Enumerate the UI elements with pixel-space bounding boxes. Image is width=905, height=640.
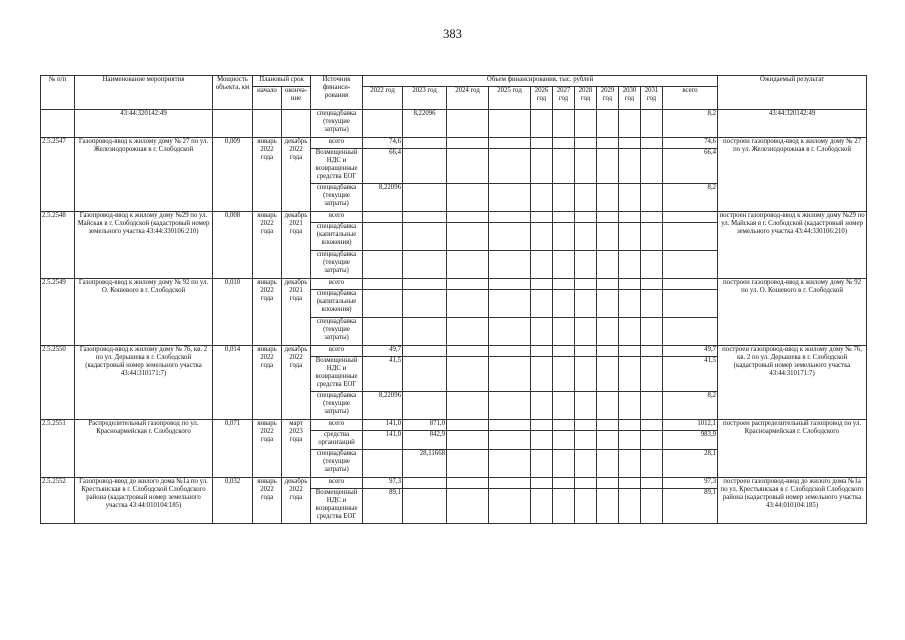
value-empty-year (553, 318, 575, 346)
header-end: оконча-ние (282, 87, 311, 110)
value-2023 (403, 212, 447, 223)
value-empty-year (553, 489, 575, 524)
value-total (663, 223, 718, 251)
value-empty-year (641, 318, 663, 346)
value-empty-year (447, 279, 489, 290)
value-empty-year (619, 251, 641, 279)
value-empty-year (597, 138, 619, 149)
funding-source: средства организаций (311, 431, 363, 450)
expected-result: построен распределительный газопровод по ул. Красноармейская г. Слободского (718, 420, 867, 478)
value-empty-year (553, 223, 575, 251)
funding-source: всего (311, 420, 363, 431)
value-empty-year (575, 279, 597, 290)
value-2023 (403, 149, 447, 184)
value-2022: 41,5 (363, 357, 403, 392)
table-body (41, 110, 867, 524)
value-total: 8,2 (663, 392, 718, 420)
header-year: 2029 год (597, 87, 619, 110)
funding-source: всего (311, 478, 363, 489)
value-empty-year (641, 138, 663, 149)
value-empty-year (575, 184, 597, 212)
header-year: 2026 год (531, 87, 553, 110)
value-empty-year (489, 346, 531, 357)
value-empty-year (641, 357, 663, 392)
start-date: январь 2022 года (253, 346, 282, 420)
table-row (41, 212, 867, 223)
value-empty-year (447, 489, 489, 524)
event-name: Распределительный газопровод по ул. Красноармейская г. Слободского (75, 420, 213, 478)
value-empty-year (553, 138, 575, 149)
value-empty-year (597, 318, 619, 346)
value-empty-year (489, 318, 531, 346)
value-empty-year (489, 357, 531, 392)
start-date (253, 110, 282, 138)
value-2023 (403, 392, 447, 420)
value-empty-year (531, 110, 553, 138)
value-2022 (363, 290, 403, 318)
event-name: Газопровод-ввод до жилого дома №1а по ул. Крестьянская в г. Слободской Слободского района (кадастровый номер земельного участка 43:44:010104:185) (75, 478, 213, 524)
capacity-value: 0,014 (213, 346, 253, 420)
value-empty-year (553, 420, 575, 431)
value-total (663, 212, 718, 223)
value-empty-year (447, 290, 489, 318)
value-total: 89,1 (663, 489, 718, 524)
funding-source: спецнадбавка (капитальные вложения) (311, 223, 363, 251)
value-total: 66,4 (663, 149, 718, 184)
funding-source: спецнадбавка (текущие затраты) (311, 184, 363, 212)
value-empty-year (447, 223, 489, 251)
table-row (41, 346, 867, 357)
value-total: 8,2 (663, 184, 718, 212)
header-result: Ожидаемый результат (718, 76, 867, 110)
value-empty-year (641, 489, 663, 524)
value-total (663, 251, 718, 279)
value-empty-year (447, 392, 489, 420)
value-empty-year (619, 223, 641, 251)
row-number: 2.5.2550 (41, 346, 75, 420)
capacity-value: 0,032 (213, 478, 253, 524)
value-empty-year (447, 318, 489, 346)
value-total (663, 279, 718, 290)
value-empty-year (575, 223, 597, 251)
value-empty-year (597, 279, 619, 290)
value-empty-year (489, 478, 531, 489)
value-empty-year (575, 420, 597, 431)
value-empty-year (489, 489, 531, 524)
funding-source: спецнадбавка (текущие затраты) (311, 318, 363, 346)
value-empty-year (575, 450, 597, 478)
value-empty-year (447, 431, 489, 450)
value-empty-year (531, 290, 553, 318)
funding-source: Возмещенный НДС и возвращенные средства ЕОГ (311, 149, 363, 184)
value-empty-year (597, 290, 619, 318)
funding-source: всего (311, 212, 363, 223)
value-total: 41,5 (663, 357, 718, 392)
value-empty-year (447, 251, 489, 279)
value-2022 (363, 279, 403, 290)
header-start: начало (253, 87, 282, 110)
value-empty-year (641, 392, 663, 420)
value-2022: 66,4 (363, 149, 403, 184)
value-total (663, 318, 718, 346)
value-empty-year (489, 450, 531, 478)
value-empty-year (597, 420, 619, 431)
value-2022: 141,0 (363, 431, 403, 450)
funding-source: всего (311, 138, 363, 149)
value-empty-year (489, 223, 531, 251)
value-empty-year (575, 392, 597, 420)
expected-result: построен газопровод-ввод до жилого дома №1а по ул. Крестьянская в г. Слободской Слободского района (кадастровый номер земельного участка 43:44:010104:185) (718, 478, 867, 524)
end-date: декабрь 2021 года (282, 212, 311, 279)
value-empty-year (575, 431, 597, 450)
value-total: 1012,1 (663, 420, 718, 431)
start-date: январь 2022 года (253, 279, 282, 346)
value-2022: 89,1 (363, 489, 403, 524)
value-total: 97,3 (663, 478, 718, 489)
value-2022 (363, 318, 403, 346)
header-source: Источник финанси-рования (311, 76, 363, 110)
table-row (41, 420, 867, 431)
value-2023 (403, 223, 447, 251)
value-empty-year (553, 392, 575, 420)
value-empty-year (531, 357, 553, 392)
value-empty-year (575, 489, 597, 524)
event-name: 43:44:320142:49 (75, 110, 213, 138)
end-date: декабрь 2021 года (282, 279, 311, 346)
value-empty-year (575, 212, 597, 223)
value-empty-year (641, 223, 663, 251)
value-empty-year (531, 392, 553, 420)
value-empty-year (575, 251, 597, 279)
value-2023: 842,9 (403, 431, 447, 450)
value-empty-year (489, 212, 531, 223)
value-empty-year (531, 279, 553, 290)
header-year: 2031 год (641, 87, 663, 110)
header-year: 2023 год (403, 87, 447, 110)
end-date: декабрь 2022 года (282, 478, 311, 524)
start-date: январь 2022 года (253, 138, 282, 212)
funding-source: спецнадбавка (текущие затраты) (311, 392, 363, 420)
funding-source: всего (311, 346, 363, 357)
value-empty-year (641, 431, 663, 450)
value-empty-year (597, 392, 619, 420)
value-empty-year (553, 357, 575, 392)
value-total: 74,6 (663, 138, 718, 149)
value-empty-year (553, 251, 575, 279)
value-2022: 8,22096 (363, 184, 403, 212)
value-empty-year (489, 290, 531, 318)
value-total: 49,7 (663, 346, 718, 357)
value-empty-year (489, 392, 531, 420)
value-empty-year (531, 318, 553, 346)
value-empty-year (597, 478, 619, 489)
header-name: Наименование мероприятия (75, 76, 213, 110)
value-total: 983,9 (663, 431, 718, 450)
event-name: Газопровод-ввод к жилому дому № 76, кв. 2 по ул. Дерышева в г. Слободской (кадастровый номер земельного участка 43:44:310171:7) (75, 346, 213, 420)
value-total (663, 290, 718, 318)
value-empty-year (447, 357, 489, 392)
value-total: 8,2 (663, 110, 718, 138)
value-empty-year (447, 138, 489, 149)
value-total: 28,1 (663, 450, 718, 478)
expected-result: 43:44:320142:49 (718, 110, 867, 138)
value-empty-year (531, 346, 553, 357)
value-empty-year (641, 110, 663, 138)
value-2023 (403, 318, 447, 346)
end-date: декабрь 2022 года (282, 138, 311, 212)
value-empty-year (531, 223, 553, 251)
capacity-value: 0,010 (213, 279, 253, 346)
value-empty-year (489, 251, 531, 279)
value-2022 (363, 251, 403, 279)
capacity-value: 0,071 (213, 420, 253, 478)
start-date: январь 2022 года (253, 478, 282, 524)
header-capacity: Мощность объекта, км (213, 76, 253, 110)
value-2022: 49,7 (363, 346, 403, 357)
value-empty-year (597, 450, 619, 478)
value-empty-year (553, 450, 575, 478)
value-empty-year (447, 184, 489, 212)
value-empty-year (641, 346, 663, 357)
value-empty-year (641, 279, 663, 290)
value-empty-year (619, 279, 641, 290)
funding-source: спецнадбавка (текущие затраты) (311, 251, 363, 279)
value-empty-year (619, 110, 641, 138)
value-2022 (363, 450, 403, 478)
funding-source: Возмещенный НДС и возвращенные средства ЕОГ (311, 357, 363, 392)
value-2023 (403, 138, 447, 149)
table-row (41, 138, 867, 149)
value-empty-year (447, 346, 489, 357)
value-empty-year (447, 110, 489, 138)
header-year: 2030 год (619, 87, 641, 110)
row-number: 2.5.2551 (41, 420, 75, 478)
start-date: январь 2022 года (253, 212, 282, 279)
value-empty-year (597, 346, 619, 357)
value-empty-year (489, 149, 531, 184)
event-name: Газопровод-ввод к жилому дому № 92 по ул. О. Кошевого в г. Слободской (75, 279, 213, 346)
expected-result: построен газопровод-ввод к жилому дому № 27 по ул. Железнодорожная в г. Слободской (718, 138, 867, 212)
value-empty-year (447, 212, 489, 223)
value-empty-year (619, 212, 641, 223)
value-empty-year (641, 450, 663, 478)
value-empty-year (531, 212, 553, 223)
value-empty-year (619, 138, 641, 149)
value-empty-year (531, 420, 553, 431)
value-empty-year (619, 346, 641, 357)
value-empty-year (641, 184, 663, 212)
value-empty-year (489, 279, 531, 290)
capacity-value: 0,008 (213, 212, 253, 279)
value-empty-year (641, 478, 663, 489)
value-empty-year (619, 489, 641, 524)
value-empty-year (641, 251, 663, 279)
value-empty-year (553, 346, 575, 357)
value-empty-year (447, 450, 489, 478)
value-empty-year (447, 149, 489, 184)
value-2022 (363, 212, 403, 223)
funding-source: всего (311, 279, 363, 290)
header-num: № п/п (41, 76, 75, 110)
value-empty-year (553, 184, 575, 212)
value-empty-year (553, 431, 575, 450)
value-empty-year (553, 110, 575, 138)
value-2022: 8,22096 (363, 392, 403, 420)
header-year: 2028 год (575, 87, 597, 110)
row-number: 2.5.2548 (41, 212, 75, 279)
expected-result: построен газопровод-ввод к жилому дому № 76, кв. 2 по ул. Дерышева в г. Слободской (кадастровый номер земельного участка 43:44:310171:7) (718, 346, 867, 420)
value-empty-year (641, 149, 663, 184)
header-year: 2025 год (489, 87, 531, 110)
value-empty-year (619, 450, 641, 478)
value-empty-year (575, 357, 597, 392)
value-empty-year (597, 223, 619, 251)
value-empty-year (531, 450, 553, 478)
value-empty-year (447, 478, 489, 489)
table-header (41, 76, 867, 110)
start-date: январь 2022 года (253, 420, 282, 478)
page-number: 383 (443, 27, 462, 41)
value-2023: 8,22096 (403, 110, 447, 138)
capacity-value: 0,009 (213, 138, 253, 212)
value-empty-year (531, 489, 553, 524)
value-empty-year (489, 184, 531, 212)
value-empty-year (531, 478, 553, 489)
value-empty-year (597, 110, 619, 138)
row-number: 2.5.2552 (41, 478, 75, 524)
value-empty-year (575, 318, 597, 346)
funding-source: Возмещенный НДС и возвращенные средства ЕОГ (311, 489, 363, 524)
row-number: 2.5.2549 (41, 279, 75, 346)
value-empty-year (597, 431, 619, 450)
value-empty-year (553, 478, 575, 489)
expected-result: построен газопровод-ввод к жилому дому № 92 по ул. О. Кошевого в г. Слободской (718, 279, 867, 346)
value-empty-year (489, 431, 531, 450)
header-year: 2022 год (363, 87, 403, 110)
value-2022 (363, 223, 403, 251)
expected-result: построен газопровод-ввод к жилому дому №29 по ул. Майская в г. Слободской (кадастровый номер земельного участка 43:44:330106:210) (718, 212, 867, 279)
value-empty-year (553, 290, 575, 318)
value-empty-year (619, 357, 641, 392)
value-empty-year (641, 290, 663, 318)
end-date: март 2023 года (282, 420, 311, 478)
value-empty-year (597, 251, 619, 279)
value-empty-year (531, 431, 553, 450)
value-empty-year (619, 318, 641, 346)
table-row (41, 110, 867, 138)
value-2023 (403, 279, 447, 290)
value-empty-year (619, 420, 641, 431)
header-period: Плановый срок (253, 76, 311, 87)
value-empty-year (575, 110, 597, 138)
capacity-value (213, 110, 253, 138)
value-2023 (403, 489, 447, 524)
value-empty-year (489, 110, 531, 138)
value-empty-year (531, 149, 553, 184)
value-empty-year (553, 149, 575, 184)
value-empty-year (575, 478, 597, 489)
value-empty-year (553, 279, 575, 290)
value-empty-year (619, 392, 641, 420)
value-2023: 871,0 (403, 420, 447, 431)
value-2023 (403, 251, 447, 279)
value-empty-year (575, 346, 597, 357)
value-empty-year (447, 420, 489, 431)
row-number (41, 110, 75, 138)
value-empty-year (597, 357, 619, 392)
value-empty-year (619, 184, 641, 212)
financing-table (40, 75, 867, 524)
value-empty-year (641, 420, 663, 431)
value-empty-year (489, 420, 531, 431)
value-empty-year (641, 212, 663, 223)
value-empty-year (489, 138, 531, 149)
value-2022 (363, 110, 403, 138)
value-2023: 28,11668 (403, 450, 447, 478)
event-name: Газопровод-ввод к жилому дому № 27 по ул. Железнодорожная в г. Слободской (75, 138, 213, 212)
value-empty-year (619, 149, 641, 184)
header-total: всего (663, 87, 718, 110)
value-2022: 74,6 (363, 138, 403, 149)
table-row (41, 478, 867, 489)
header-year: 2024 год (447, 87, 489, 110)
value-2022: 141,0 (363, 420, 403, 431)
value-empty-year (597, 184, 619, 212)
value-empty-year (531, 251, 553, 279)
value-empty-year (597, 489, 619, 524)
row-number: 2.5.2547 (41, 138, 75, 212)
value-empty-year (553, 212, 575, 223)
value-empty-year (597, 149, 619, 184)
table-row (41, 279, 867, 290)
funding-source: спецнадбавка (капитальные вложения) (311, 290, 363, 318)
value-2023 (403, 290, 447, 318)
funding-source: спецнадбавка (текущие затраты) (311, 110, 363, 138)
value-empty-year (619, 290, 641, 318)
value-empty-year (575, 138, 597, 149)
value-empty-year (575, 290, 597, 318)
funding-source: спецнадбавка (текущие затраты) (311, 450, 363, 478)
end-date (282, 110, 311, 138)
value-2023 (403, 357, 447, 392)
value-2023 (403, 184, 447, 212)
value-empty-year (531, 184, 553, 212)
end-date: декабрь 2022 года (282, 346, 311, 420)
value-empty-year (619, 478, 641, 489)
header-year: 2027 год (553, 87, 575, 110)
value-empty-year (575, 149, 597, 184)
header-volume: Объем финансирования, тыс. рублей (363, 76, 718, 87)
value-empty-year (619, 431, 641, 450)
value-2023 (403, 346, 447, 357)
event-name: Газопровод-ввод к жилому дому №29 по ул. Майская в г. Слободской (кадастровый номер земельного участка 43:44:330106:210) (75, 212, 213, 279)
value-empty-year (597, 212, 619, 223)
value-empty-year (531, 138, 553, 149)
value-2022: 97,3 (363, 478, 403, 489)
value-2023 (403, 478, 447, 489)
